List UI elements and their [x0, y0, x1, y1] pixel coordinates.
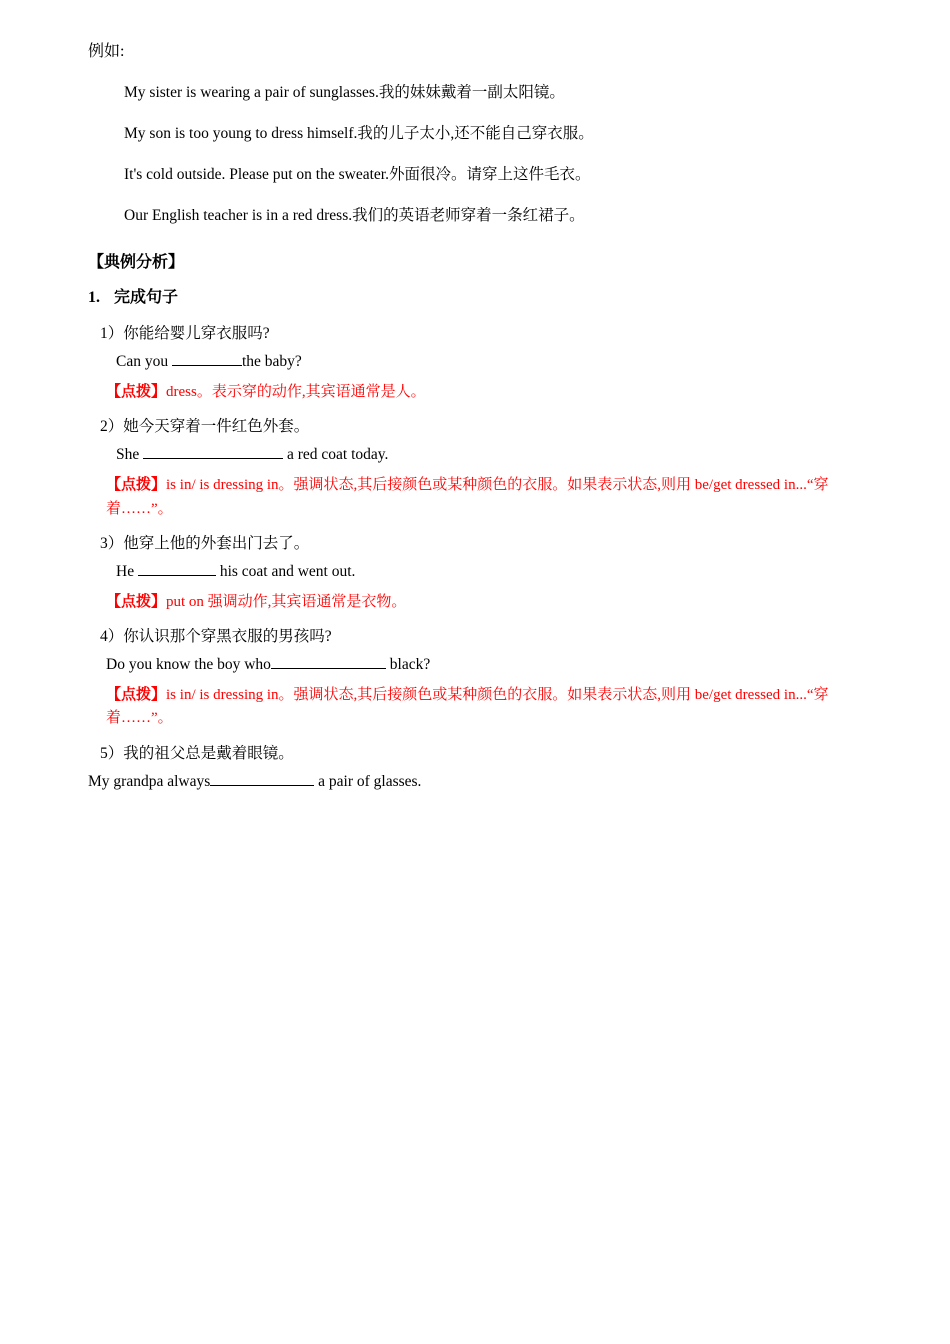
item-3-answer-prefix: He [116, 562, 135, 580]
item-4-answer-suffix: black? [389, 656, 431, 673]
item-5-marker: 5） [100, 744, 124, 762]
question-item-3-tip [88, 591, 862, 614]
question-item-4-stem [88, 624, 862, 646]
item-4-tip-label: 【点拨】 [106, 687, 167, 703]
item-3-tip-text: put on 强调动作,其宾语通常是衣物。 [166, 593, 407, 610]
question-item-4-answer [88, 656, 862, 674]
question-item-4-tip [88, 684, 862, 731]
item-4-chinese: 你认识那个穿黑衣服的男孩吗? [123, 628, 332, 645]
item-3-answer-suffix: his coat and went out. [219, 562, 356, 580]
section-title: 【典例分析】 [88, 254, 185, 271]
item-3-blank[interactable] [138, 575, 216, 576]
question-item-5-stem [88, 741, 862, 763]
item-2-chinese: 她今天穿着一件红色外套。 [123, 418, 310, 436]
question-item-1-tip [88, 381, 862, 404]
item-1-tip-label: 【点拨】 [106, 384, 167, 400]
intro-label: 例如: [88, 43, 125, 60]
item-3-tip-label: 【点拨】 [106, 593, 167, 610]
item-3-marker: 3） [100, 534, 124, 552]
item-2-tip-label: 【点拨】 [106, 477, 167, 494]
question-item-1-answer [88, 353, 862, 371]
item-5-chinese: 我的祖父总是戴着眼镜。 [123, 744, 294, 762]
question-item-2-tip [88, 474, 862, 521]
item-1-answer-suffix: the baby? [241, 353, 302, 370]
question-item-2-stem [88, 414, 862, 436]
example-sentence-4: Our English teacher is in a red dress.我们的英语老师穿着一条红裙子。 [124, 207, 585, 224]
question-number: 1. [88, 289, 100, 306]
item-2-marker: 2） [100, 418, 124, 436]
item-5-answer-suffix: a pair of glasses. [318, 772, 422, 790]
item-4-marker: 4） [100, 628, 124, 645]
item-2-blank[interactable] [143, 458, 283, 459]
item-2-answer-prefix: She [116, 446, 140, 464]
item-1-marker: 1） [100, 325, 124, 342]
item-3-chinese: 他穿上他的外套出门去了。 [123, 534, 310, 552]
question-item-1-stem [88, 321, 862, 343]
item-1-blank[interactable] [172, 365, 242, 366]
question-item-2-answer [88, 446, 862, 464]
item-1-answer-prefix: Can you [116, 353, 169, 370]
item-1-chinese: 你能给婴儿穿衣服吗? [123, 325, 270, 342]
item-1-tip-text: dress。表示穿的动作,其宾语通常是人。 [166, 384, 426, 400]
item-4-tip-text: is in/ is dressing in。强调状态,其后接颜色或某种颜色的衣服。如果表示状态,则用 be/get dressed in...“穿着……”。 [106, 687, 829, 727]
item-2-answer-suffix: a red coat today. [287, 446, 389, 464]
question-item-5-answer [88, 773, 862, 791]
item-5-answer-prefix: My grandpa always [88, 772, 211, 790]
question-item-3-answer [88, 563, 862, 581]
item-4-answer-prefix: Do you know the boy who [106, 656, 271, 673]
item-2-tip-text: is in/ is dressing in。强调状态,其后接颜色或某种颜色的衣服。如果表示状态,则用 be/get dressed in...“穿着……”。 [106, 477, 829, 517]
question-heading [88, 284, 862, 307]
item-4-blank[interactable] [271, 668, 386, 669]
item-5-blank[interactable] [210, 785, 314, 786]
example-sentence-2: My son is too young to dress himself.我的儿子太小,还不能自己穿衣服。 [124, 125, 594, 142]
example-sentence-3: It's cold outside. Please put on the sweater.外面很冷。请穿上这件毛衣。 [124, 166, 591, 183]
question-title: 完成句子 [114, 289, 179, 306]
example-sentence-1: My sister is wearing a pair of sunglasses.我的妹妹戴着一副太阳镜。 [124, 84, 565, 101]
question-item-3-stem [88, 531, 862, 553]
